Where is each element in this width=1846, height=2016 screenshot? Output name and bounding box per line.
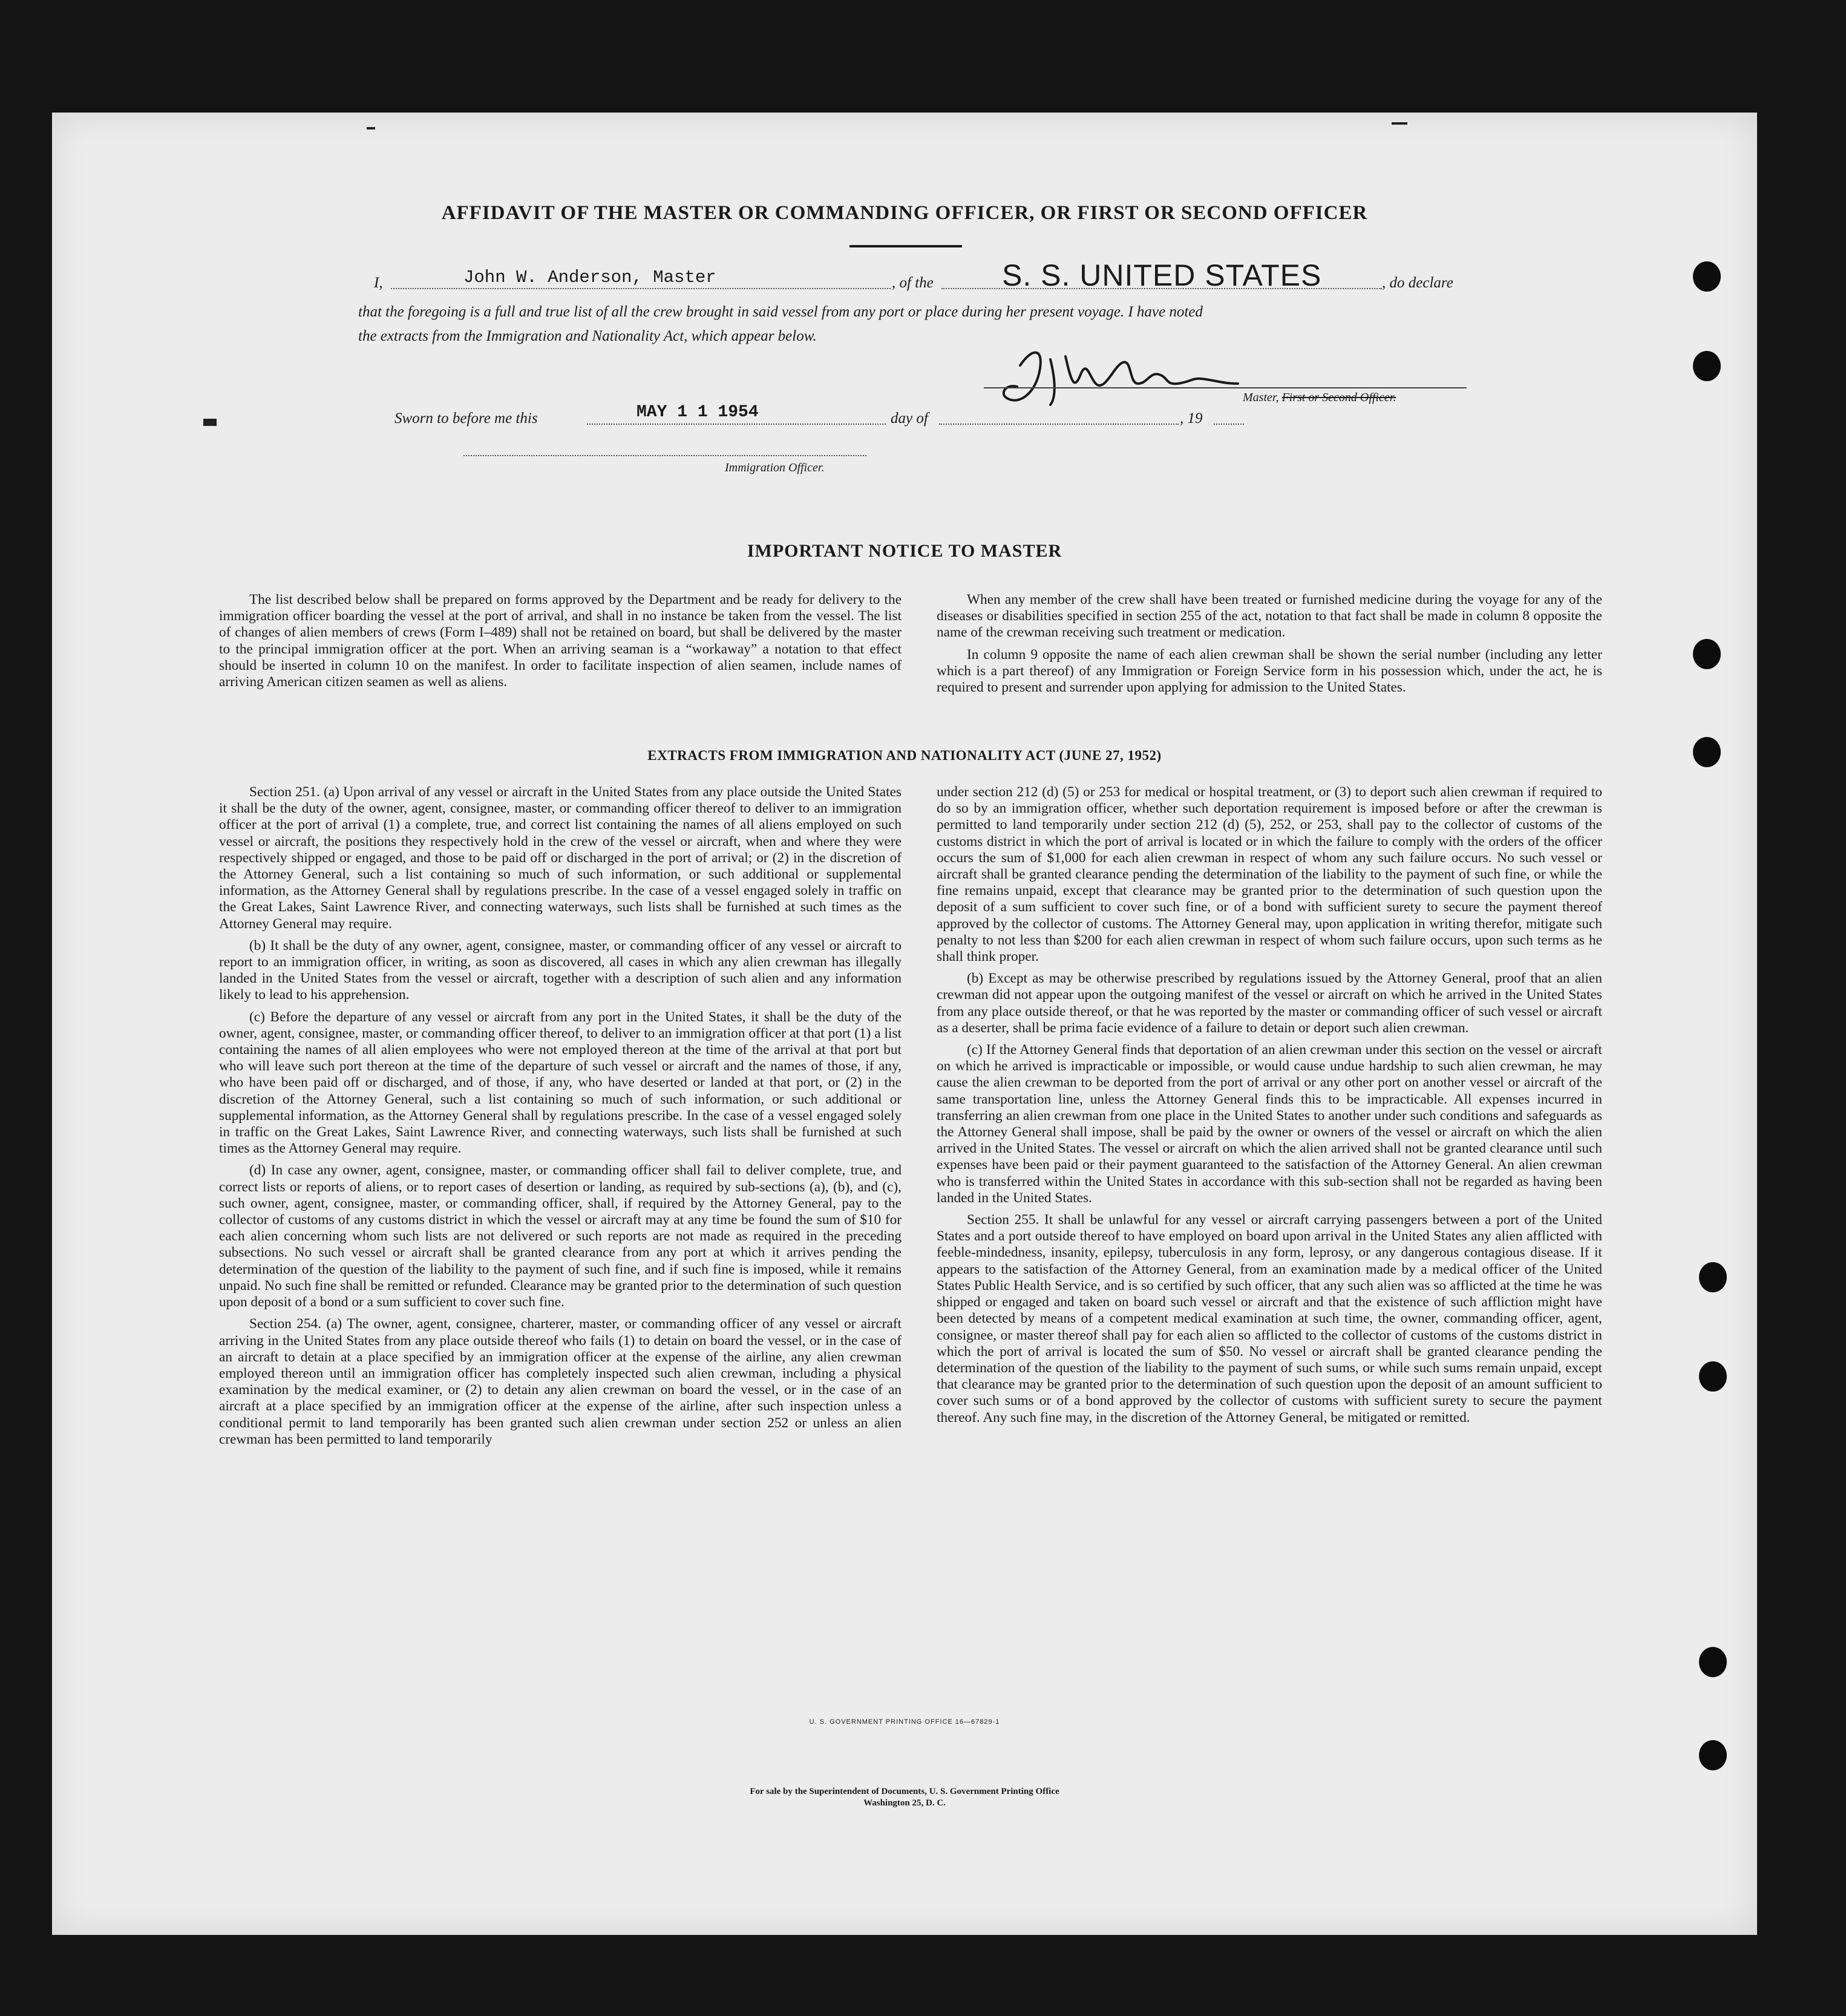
master-name-typed: John W. Anderson, Master (463, 267, 716, 287)
notice-left-column (219, 592, 902, 696)
officer-label: Immigration Officer. (725, 461, 825, 474)
notice-right-paragraph-1: When any member of the crew shall have been treated or furnished medicine during the voyage for any of the diseases or disabilities specified in section 255 of the act, notation to that fact shall be made in column 8 opposite the name of the crewman receiving such treatment or medication. (937, 592, 1602, 641)
signature-line (984, 387, 1467, 388)
punch-hole (1699, 1361, 1727, 1392)
affidavit-page (52, 113, 1757, 1935)
punch-hole (1699, 1647, 1727, 1677)
month-line (939, 424, 1179, 425)
sworn-day-line (587, 424, 886, 425)
master-signature (984, 341, 1244, 414)
declaration-prefix: I, (374, 275, 383, 291)
section-251-d: (d) In case any owner, agent, consignee, master, or commanding officer shall fail to deliver complete, true, and correct lists or reports of aliens, or to report cases of desertion or landing, as required by sub-sections (a), (b), and (c), such owner, agent, consignee, master, or commanding officer, shall, if required by the Attorney General, pay to the collector of customs of any customs district in which the vessel or aircraft may at any time be found the sum of $10 for each alien concerning whom such lists are not delivered or such reports are not made as required in the preceding subsections. No such vessel or aircraft shall be granted clearance from any port at which it arrives pending the determination of the question of the liability to the payment of such fine, and if such fine is imposed, while it remains unpaid. No such fine shall be remitted or refunded. Clearance may be granted prior to the determination of such question upon deposit of a bond or a sum sufficient to cover such fine. (219, 1162, 902, 1311)
of-the-label: , of the (892, 275, 934, 291)
notice-right-column (937, 592, 1602, 701)
sig-label-struck: First or Second Officer. (1281, 391, 1396, 404)
printer-imprint: U. S. GOVERNMENT PRINTING OFFICE 16—67829-1 (809, 1718, 1000, 1726)
extracts-left-column (219, 784, 902, 1453)
year-line (1214, 424, 1244, 425)
section-254-c: (c) If the Attorney General finds that deportation of an alien crewman under this section on the vessel or aircraft on which he arrived is impracticable or impossible, or would cause undue hardship to such alien crewman, he may cause the alien crewman to be deported from the port of arrival or any other port on another vessel or aircraft of the same transportation line, unless the Attorney General finds this to be impracticable. All expenses incurred in transferring an alien crewman from one place in the United States to another under such conditions and safeguards as the Attorney General shall impose, shall be paid by the owner or owners of the vessel or aircraft on which the alien arrived in the United States. The vessel or aircraft on which the alien arrived shall not be granted clearance until such expenses have been paid or their payment guaranteed to the satisfaction of the Attorney General. An alien crewman who is transferred within the United States in accordance with this sub-section shall not be regarded as having been landed in the United States. (937, 1042, 1602, 1206)
do-declare-label: , do declare (1382, 275, 1453, 291)
punch-hole (1693, 639, 1721, 669)
form-title: AFFIDAVIT OF THE MASTER OR COMMANDING OFFICER, OR FIRST OR SECOND OFFICER (441, 202, 1368, 224)
year-prefix: , 19 (1180, 410, 1203, 427)
punch-hole (1693, 351, 1721, 381)
sale-line-1: For sale by the Superintendent of Documents, U. S. Government Printing Office (750, 1787, 1059, 1796)
sworn-date-stamp: MAY 1 1 1954 (637, 403, 759, 422)
ink-mark (1392, 122, 1407, 125)
notice-left-paragraph: The list described below shall be prepared on forms approved by the Department and be ready for delivery to the immigration officer boarding the vessel at the port of arrival, and shall in no instance be taken from the vessel. The list of changes of alien members of crews (Form I–489) shall not be retained on board, but shall be delivered by the master to the principal immigration officer at the port. When an arriving seaman is a “workaway” a notation to that effect should be inserted in column 10 on the manifest. In order to facilitate inspection of alien seamen, include names of arriving American citizen seamen as well as aliens. (219, 592, 902, 690)
punch-hole (1699, 1740, 1727, 1770)
section-251-c: (c) Before the departure of any vessel or aircraft from any port in the United States, it shall be the duty of the owner, agent, consignee, master, or commanding officer thereof, to deliver to an immigration officer at that port (1) a list containing the names of all alien employees who were not employed thereon at the time of the arrival at that port but who will leave such port thereon at the time of the departure of such vessel or aircraft and the names of those, if any, who have been paid off or discharged, and of those, if any, who have deserted or landed at that port, or (2) in the discretion of the Attorney General, such a list containing so much of such information, or such additional or supplemental information, as the Attorney General shall by regulations prescribe. In the case of a vessel engaged solely in traffic on the Great Lakes, Saint Lawrence River, and connecting waterways, such lists shall be furnished at such times as the Attorney General may require. (219, 1009, 902, 1157)
extracts-heading: EXTRACTS FROM IMMIGRATION AND NATIONALITY ACT (JUNE 27, 1952) (647, 748, 1162, 763)
section-254-b: (b) Except as may be otherwise prescribed by regulations issued by the Attorney General, proof that an alien crewman did not appear upon the outgoing manifest of the vessel or aircraft on which he arrived in the United States from any place outside thereof, or that he was reported by the master or commanding officer of such vessel or aircraft as a deserter, shall be prima facie evidence of a failure to detain or deport such alien crewman. (937, 970, 1602, 1036)
signature-caption (1243, 391, 1396, 405)
section-254-a: Section 254. (a) The owner, agent, consignee, charterer, master, or commanding officer of any vessel or aircraft arriving in the United States from any place outside thereof who fails (1) to detain on board the vessel, or in the case of an aircraft to detain at a place specified by an immigration officer at the expense of the airline, any alien crewman employed thereon until an immigration officer has completely inspected such alien crewman, including a physical examination by the medical examiner, or (2) to detain any alien crewman on board the vessel, or in the case of an aircraft at a place specified by an immigration officer at the expense of the airline, after such inspection unless a conditional permit to land temporarily has been granted such alien crewman under section 252 or unless an alien crewman has been permitted to land temporarily (219, 1316, 902, 1447)
name-field-line (391, 288, 891, 289)
sworn-prefix: Sworn to before me this (394, 410, 538, 427)
declaration-line-3: the extracts from the Immigration and Nationality Act, which appear below. (358, 328, 817, 344)
declaration-line-2: that the foregoing is a full and true list of all the crew brought in said vessel from any port or place during her present voyage. I have noted (358, 304, 1203, 320)
notice-heading: IMPORTANT NOTICE TO MASTER (747, 541, 1062, 561)
section-254-a-cont: under section 212 (d) (5) or 253 for medical or hospital treatment, or (3) to deport such alien crewman if required to do so by an immigration officer, whether such deportation requirement is imposed before or after the crewman is permitted to land temporarily under section 212 (d) (5), 252, or 253, shall pay to the collector of customs of the customs district in which the port of arrival is located or in which the failure to comply with the orders of the officer occurs the sum of $1,000 for each alien crewman in respect of whom any such failure occurs. No such vessel or aircraft shall be granted clearance pending the determination of the liability to the payment of such fine, or while the fine remains unpaid, except that clearance may be granted prior to the determination of such question upon the deposit of a sum sufficient to cover such fine, or of a bond with sufficient surety to secure the payment thereof approved by the collector of customs. The Attorney General may, upon application in writing therefor, mitigate such penalty to not less than $200 for each alien crewman in respect of whom such failure occurs, upon such terms as he shall think proper. (937, 784, 1602, 965)
notice-right-paragraph-2: In column 9 opposite the name of each alien crewman shall be shown the serial number (including any letter which is a part thereof) of any Immigration or Foreign Service form in his possession which, under the act, he is required to present and surrender upon applying for admission to the United States. (937, 646, 1602, 696)
punch-hole (1693, 737, 1721, 767)
officer-sign-line (463, 455, 866, 456)
section-255: Section 255. It shall be unlawful for any vessel or aircraft carrying passengers between a port of the United States and a port outside thereof to have employed on board upon arrival in the United States any alien afflicted with feeble-mindedness, insanity, epilepsy, tuberculosis in any form, leprosy, or any dangerous contagious disease. If it appears to the satisfaction of the Attorney General, from an examination made by a medical officer of the United States Public Health Service, and is so certified by such officer, that any such alien was so afflicted at the time he was shipped or engaged and taken on board such vessel or aircraft and that the existence of such affliction might have been detected by means of a competent medical examination at such time, the owner, commanding officer, agent, consignee, or master thereof shall pay for each alien so afflicted to the collector of customs of the customs district in which the port of arrival is located the sum of $50. No vessel or aircraft shall be granted clearance pending the determination of the question of the liability to the payment of such sums, or while such sums remain unpaid, except that clearance may be granted prior to the determination of such question upon the deposit of an amount sufficient to cover such sums or of a bond approved by the collector of customs with sufficient surety to secure the payment thereof. Any such fine may, in the discretion of the Attorney General, be mitigated or remitted. (937, 1212, 1602, 1425)
day-of-label: day of (891, 410, 928, 427)
extracts-right-column (937, 784, 1602, 1432)
sale-notice (52, 1786, 1757, 1809)
title-rule (849, 245, 962, 247)
sale-line-2: Washington 25, D. C. (863, 1798, 946, 1808)
vessel-name-stamp: S. S. UNITED STATES (1002, 258, 1322, 292)
ink-mark (367, 127, 375, 129)
punch-hole (1693, 261, 1721, 292)
section-251-a: Section 251. (a) Upon arrival of any vessel or aircraft in the United States from any place outside the United States it shall be the duty of the owner, agent, consignee, master, or commanding officer thereof to deliver to an immigration officer at the port of arrival (1) a complete, true, and correct list containing the names of all aliens employed on such vessel or aircraft, the positions they respectively hold in the crew of the vessel or aircraft, when and where they were respectively shipped or engaged, and those to be paid off or discharged in the port of arrival; or (2) in the discretion of the Attorney General, such a list containing so much of such information, or such additional or supplemental information, as the Attorney General shall by regulations prescribe. In the case of a vessel engaged solely in traffic on the Great Lakes, Saint Lawrence River, and connecting waterways, such lists shall be furnished at such times as the Attorney General may require. (219, 784, 902, 932)
punch-hole (1699, 1262, 1727, 1292)
sig-label-master: Master, (1243, 391, 1279, 404)
ink-mark (203, 419, 217, 426)
section-251-b: (b) It shall be the duty of any owner, agent, consignee, master, or commanding officer of any vessel or aircraft to report to an immigration officer, in writing, as soon as discovered, all cases in which any alien crewman has illegally landed in the United States from the vessel or aircraft, together with a description of such alien and any information likely to lead to his apprehension. (219, 937, 902, 1003)
